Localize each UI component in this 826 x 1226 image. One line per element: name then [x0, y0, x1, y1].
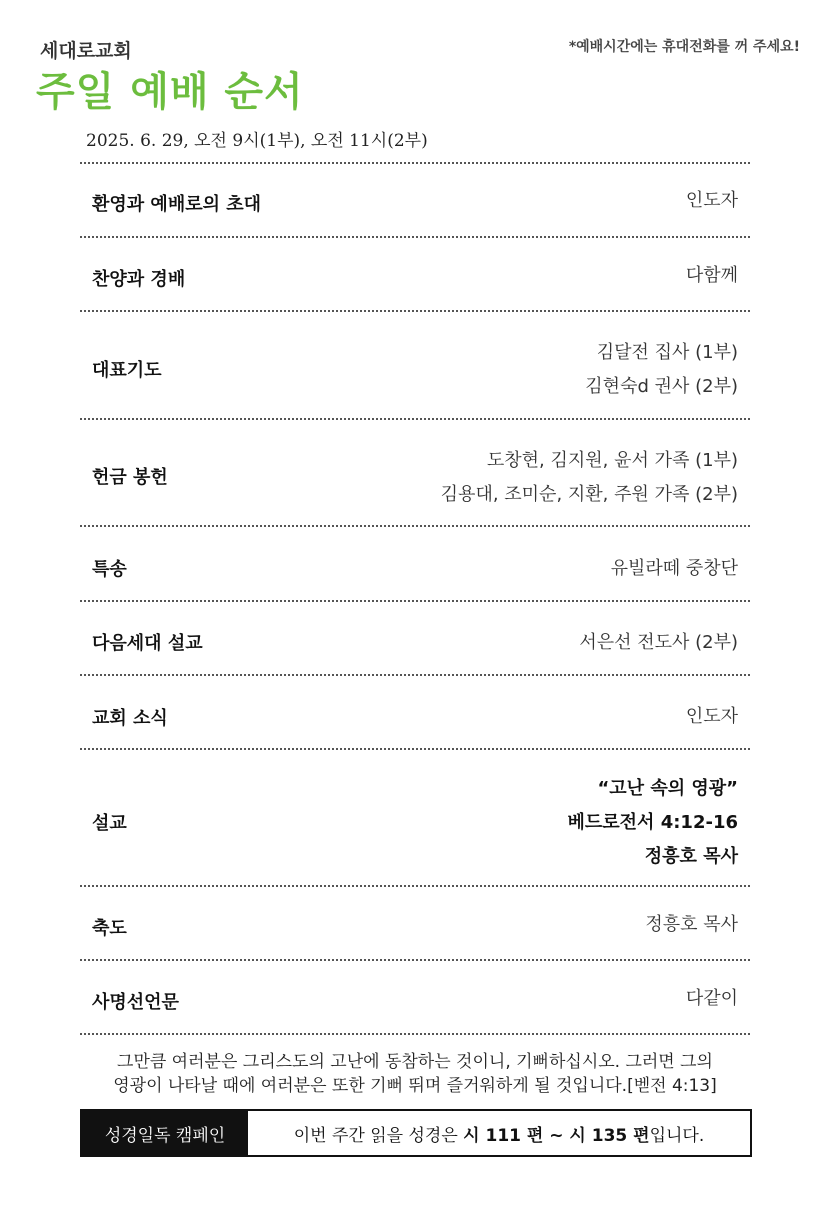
scripture-verse: [80, 1050, 750, 1098]
sermon-title: “고난 속의 영광”: [597, 778, 738, 799]
sermon-preacher: 정흥호 목사: [644, 846, 738, 867]
order-item-title: 찬양과 경배: [92, 269, 186, 290]
order-item-value: 김현숙d 권사 (2부): [585, 376, 738, 397]
phone-notice: *예배시간에는 휴대전화를 꺼 주세요!: [568, 39, 800, 55]
service-date: 2025. 6. 29, 오전 9시(1부), 오전 11시(2부): [86, 131, 428, 151]
campaign-text: [248, 1111, 750, 1155]
divider: [80, 236, 750, 238]
campaign-prefix: 이번 주간 읽을 성경은: [293, 1125, 464, 1146]
campaign-label: 성경일독 캠페인: [82, 1111, 248, 1155]
order-item-value: 인도자: [685, 190, 738, 211]
order-item-title: 환영과 예배로의 초대: [92, 194, 262, 215]
order-item-value: 김용대, 조미순, 지환, 주원 가족 (2부): [440, 484, 738, 505]
divider: [80, 1033, 750, 1035]
order-item-value: 다같이: [685, 988, 738, 1009]
order-item-title: 다음세대 설교: [92, 633, 203, 654]
order-item-title: 대표기도: [92, 360, 162, 381]
divider: [80, 162, 750, 164]
divider: [80, 959, 750, 961]
divider: [80, 418, 750, 420]
order-item-value: 서은선 전도사 (2부): [579, 632, 738, 653]
order-item-title: 사명선언문: [92, 992, 179, 1013]
divider: [80, 600, 750, 602]
verse-line: 그만큼 여러분은 그리스도의 고난에 동참하는 것이니, 기뻐하십시오. 그러면 그의: [117, 1052, 713, 1072]
order-item-value: 도창현, 김지원, 윤서 가족 (1부): [486, 450, 738, 471]
divider: [80, 885, 750, 887]
divider: [80, 525, 750, 527]
campaign-suffix: 입니다.: [649, 1125, 705, 1146]
divider: [80, 310, 750, 312]
bible-reading-campaign: [80, 1109, 752, 1157]
order-item-value: 정흥호 목사: [645, 914, 738, 935]
divider: [80, 748, 750, 750]
order-item-title: 헌금 봉헌: [92, 467, 168, 488]
order-item-value: 다함께: [685, 265, 738, 286]
order-item-value: 유빌라떼 중창단: [610, 558, 738, 579]
order-item-value: 인도자: [685, 706, 738, 727]
church-name: 세대로교회: [40, 40, 132, 62]
campaign-range: 시 111 편 ~ 시 135 편: [463, 1125, 650, 1146]
verse-line: 영광이 나타날 때에 여러분은 또한 기뻐 뛰며 즐거워하게 될 것입니다.[벧전 4:13]: [113, 1076, 717, 1096]
page-title: 주일 예배 순서: [36, 69, 304, 115]
order-item-title: 특송: [92, 559, 127, 580]
sermon-scripture: 베드로전서 4:12-16: [567, 812, 738, 833]
order-item-title: 교회 소식: [92, 708, 168, 729]
order-item-value: 김달전 집사 (1부): [596, 342, 738, 363]
order-item-title: 설교: [92, 813, 127, 834]
divider: [80, 674, 750, 676]
order-item-title: 축도: [92, 918, 127, 939]
